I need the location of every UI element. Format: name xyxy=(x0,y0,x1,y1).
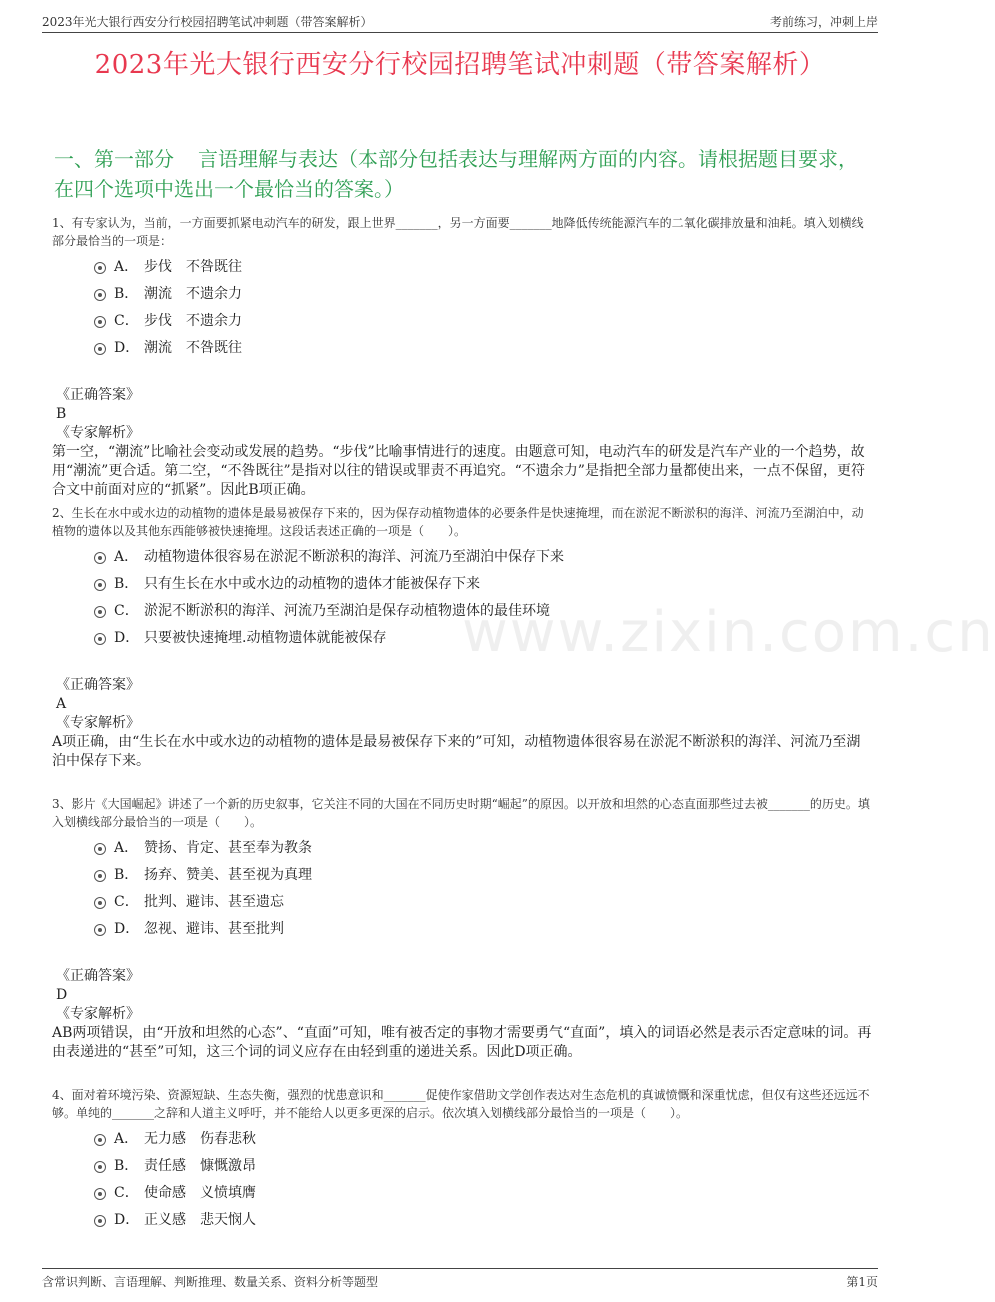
option-letter: D． xyxy=(114,630,140,646)
header-doc-title: 2023年光大银行西安分行校园招聘笔试冲刺题（带答案解析） xyxy=(42,15,373,29)
question-2 xyxy=(52,504,872,771)
question-3 xyxy=(52,795,872,1062)
option-text: 只要被快速掩埋.动植物遗体就能被保存 xyxy=(144,630,387,646)
option-b[interactable] xyxy=(94,283,872,310)
option-text: 正义感 悲天悯人 xyxy=(144,1212,256,1228)
option-letter: A． xyxy=(114,1131,139,1147)
option-letter: D． xyxy=(114,340,140,356)
radio-icon[interactable] xyxy=(94,343,106,355)
radio-icon[interactable] xyxy=(94,579,106,591)
page-header xyxy=(42,10,878,33)
option-letter: B． xyxy=(114,1158,139,1174)
option-c[interactable] xyxy=(94,1182,872,1209)
option-c[interactable] xyxy=(94,600,872,627)
analysis-label: 《专家解析》 xyxy=(56,715,140,731)
option-c[interactable] xyxy=(94,891,872,918)
radio-icon[interactable] xyxy=(94,843,106,855)
question-4 xyxy=(52,1086,872,1236)
option-b[interactable] xyxy=(94,1155,872,1182)
option-d[interactable] xyxy=(94,337,872,364)
watermark: www.zixin.com.cn xyxy=(462,600,995,665)
option-text: 责任感 慷慨激昂 xyxy=(144,1158,256,1174)
option-text: 淤泥不断淤积的海洋、河流乃至湖泊是保存动植物遗体的最佳环境 xyxy=(144,603,550,619)
option-d[interactable] xyxy=(94,1209,872,1236)
radio-icon[interactable] xyxy=(94,1215,106,1227)
question-stem: 4、面对着环境污染、资源短缺、生态失衡，强烈的忧患意识和_______促使作家借助文学创作表达对生态危机的真诚愤慨和深重忧虑，但仅有这些还远远不够。单纯的_______之辞和人道主义呼吁，并不能给人以更多更深的启示。依次填入划横线部分最恰当的一项是（ ）。 xyxy=(52,1088,870,1120)
footer-topics: 含常识判断、言语理解、判断推理、数量关系、资料分析等题型 xyxy=(42,1275,379,1289)
option-list xyxy=(94,837,872,945)
question-stem: 2、生长在水中或水边的动植物的遗体是最易被保存下来的，因为保存动植物遗体的必要条件是快速掩埋，而在淤泥不断淤积的海洋、河流乃至湖泊中，动植物的遗体以及其他东西能够被快速掩埋。这段话表述正确的一项是（ ）。 xyxy=(52,506,864,538)
question-stem: 1、有专家认为，当前，一方面要抓紧电动汽车的研发，跟上世界_______，另一方面要_______地降低传统能源汽车的二氧化碳排放量和油耗。填入划横线部分最恰当的一项是： xyxy=(52,216,864,248)
answer-label: 《正确答案》 xyxy=(56,968,140,984)
radio-icon[interactable] xyxy=(94,1161,106,1173)
option-a[interactable] xyxy=(94,1128,872,1155)
option-letter: C． xyxy=(114,313,139,329)
section-description: 言语理解与表达（本部分包括表达与理解两方面的内容。请根据题目要求，在四个选项中选出一个最恰当的答案。） xyxy=(54,147,858,201)
option-text: 潮流 不咎既往 xyxy=(144,340,242,356)
question-stem: 3、影片《大国崛起》讲述了一个新的历史叙事，它关注不同的大国在不同历史时期“崛起”的原因。以开放和坦然的心态直面那些过去被_______的历史。填入划横线部分最恰当的一项是（ ）。 xyxy=(52,797,870,829)
option-text: 步伐 不咎既往 xyxy=(144,259,242,275)
radio-icon[interactable] xyxy=(94,897,106,909)
option-text: 潮流 不遗余力 xyxy=(144,286,242,302)
option-d[interactable] xyxy=(94,627,872,654)
option-letter: C． xyxy=(114,603,139,619)
option-a[interactable] xyxy=(94,837,872,864)
option-letter: B． xyxy=(114,576,139,592)
option-b[interactable] xyxy=(94,864,872,891)
answer-block xyxy=(52,676,872,771)
radio-icon[interactable] xyxy=(94,633,106,645)
option-list xyxy=(94,546,872,654)
radio-icon[interactable] xyxy=(94,316,106,328)
radio-icon[interactable] xyxy=(94,1134,106,1146)
option-letter: A． xyxy=(114,549,139,565)
option-a[interactable] xyxy=(94,546,872,573)
document-title: 2023年光大银行西安分行校园招聘笔试冲刺题（带答案解析） xyxy=(94,50,826,80)
page-number: 第1页 xyxy=(846,1275,878,1289)
option-letter: A． xyxy=(114,259,139,275)
radio-icon[interactable] xyxy=(94,1188,106,1200)
answer-block xyxy=(52,967,872,1062)
analysis-label: 《专家解析》 xyxy=(56,425,140,441)
answer-value: D xyxy=(56,987,68,1003)
radio-icon[interactable] xyxy=(94,924,106,936)
answer-block xyxy=(52,386,872,500)
analysis-label: 《专家解析》 xyxy=(56,1006,140,1022)
option-text: 赞扬、肯定、甚至奉为教条 xyxy=(144,840,312,856)
option-d[interactable] xyxy=(94,918,872,945)
option-letter: D． xyxy=(114,921,140,937)
answer-label: 《正确答案》 xyxy=(56,387,140,403)
option-b[interactable] xyxy=(94,573,872,600)
radio-icon[interactable] xyxy=(94,289,106,301)
answer-label: 《正确答案》 xyxy=(56,677,140,693)
option-text: 扬弃、赞美、甚至视为真理 xyxy=(144,867,312,883)
page-footer xyxy=(42,1268,878,1291)
option-letter: D． xyxy=(114,1212,140,1228)
answer-value: A xyxy=(56,696,67,712)
option-text: 批判、避讳、甚至遗忘 xyxy=(144,894,284,910)
radio-icon[interactable] xyxy=(94,262,106,274)
option-text: 使命感 义愤填膺 xyxy=(144,1185,256,1201)
option-text: 只有生长在水中或水边的动植物的遗体才能被保存下来 xyxy=(144,576,480,592)
option-letter: B． xyxy=(114,867,139,883)
option-letter: B． xyxy=(114,286,139,302)
radio-icon[interactable] xyxy=(94,552,106,564)
option-c[interactable] xyxy=(94,310,872,337)
radio-icon[interactable] xyxy=(94,606,106,618)
header-slogan: 考前练习，冲刺上岸 xyxy=(769,15,878,29)
option-a[interactable] xyxy=(94,256,872,283)
question-1 xyxy=(52,214,872,500)
option-text: 步伐 不遗余力 xyxy=(144,313,242,329)
option-text: 无力感 伤春悲秋 xyxy=(144,1131,256,1147)
analysis-text: A项正确，由“生长在水中或水边的动植物的遗体是最易被保存下来的”可知，动植物遗体很容易在淤泥不断淤积的海洋、河流乃至湖泊中保存下来。 xyxy=(52,734,861,769)
option-letter: A． xyxy=(114,840,139,856)
section-part: 一、第一部分 xyxy=(54,147,174,171)
option-list xyxy=(94,1128,872,1236)
option-letter: C． xyxy=(114,894,139,910)
option-list xyxy=(94,256,872,364)
analysis-text: AB两项错误，由“开放和坦然的心态”、“直面”可知，唯有被否定的事物才需要勇气“直面”，填入的词语必然是表示否定意味的词。再由表递进的“甚至”可知，这三个词的词义应存在由轻到重的递进关系。因此D项正确。 xyxy=(52,1025,872,1060)
option-letter: C． xyxy=(114,1185,139,1201)
section-heading xyxy=(54,144,866,204)
option-text: 忽视、避讳、甚至批判 xyxy=(144,921,284,937)
analysis-text: 第一空，“潮流”比喻社会变动或发展的趋势。“步伐”比喻事情进行的速度。由题意可知，电动汽车的研发是汽车产业的一个趋势，故用“潮流”更合适。第二空，“不咎既往”是指对以往的错误或罪责不再追究。“不遗余力”是指把全部力量都使出来，一点不保留，更符合文中前面对应的“抓紧”。因此B项正确。 xyxy=(52,444,865,498)
option-text: 动植物遗体很容易在淤泥不断淤积的海洋、河流乃至湖泊中保存下来 xyxy=(144,549,564,565)
radio-icon[interactable] xyxy=(94,870,106,882)
answer-value: B xyxy=(56,406,67,422)
